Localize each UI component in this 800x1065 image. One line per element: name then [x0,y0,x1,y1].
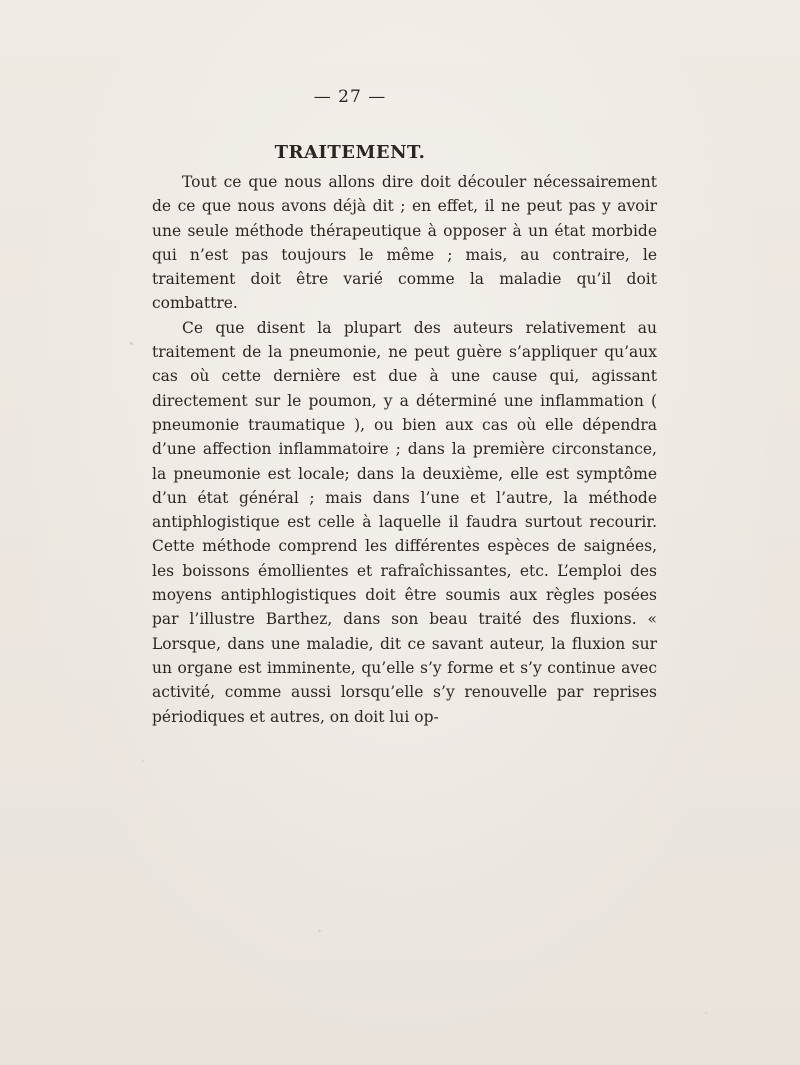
paper-speck [318,930,321,932]
body-text [152,170,657,729]
paper-speck [705,1012,707,1014]
page-number: — 27 — [313,87,387,107]
section-title: TRAITEMENT. [274,142,426,163]
paper-speck [130,342,133,345]
paragraph-1: Tout ce que nous allons dire doit découler nécessairement de ce que nous avons déjà dit ; en effet, il ne peut pas y avoir une seule méthode thérapeutique à opposer à un état morbide qui n’est pas toujours le même ; mais, au contraire, le traitement doit être varié comme la maladie qu’il doit combattre. [152,173,657,313]
paragraph-2: Ce que disent la plupart des auteurs relativement au traitement de la pneumonie, ne peut guère s’appliquer qu’aux cas où cette dernière est due à une cause qui, agissant directement sur le poumon, y a déterminé une inflammation ( pneumonie traumatique ), ou bien aux cas où elle dépendra d’une affection inflammatoire ; dans la première circonstance, la pneumonie est locale; dans la deuxième, elle est symptôme d’un état général ; mais dans l’une et l’autre, la méthode antiphlogistique est celle à laquelle il faudra surtout recourir. Cette méthode comprend les différentes espèces de saignées, les boissons émollientes et rafraîchissantes, etc. L’emploi des moyens antiphlogistiques doit être soumis aux règles posées par l’illustre Barthez, dans son beau traité des fluxions. « Lorsque, dans une maladie, dit ce savant auteur, la fluxion sur un organe est imminente, qu’elle s’y forme et s’y continue avec activité, comme aussi lorsqu’elle s’y renouvelle par reprises périodiques et autres, on doit lui op- [152,318,657,726]
paper-speck [142,760,144,762]
